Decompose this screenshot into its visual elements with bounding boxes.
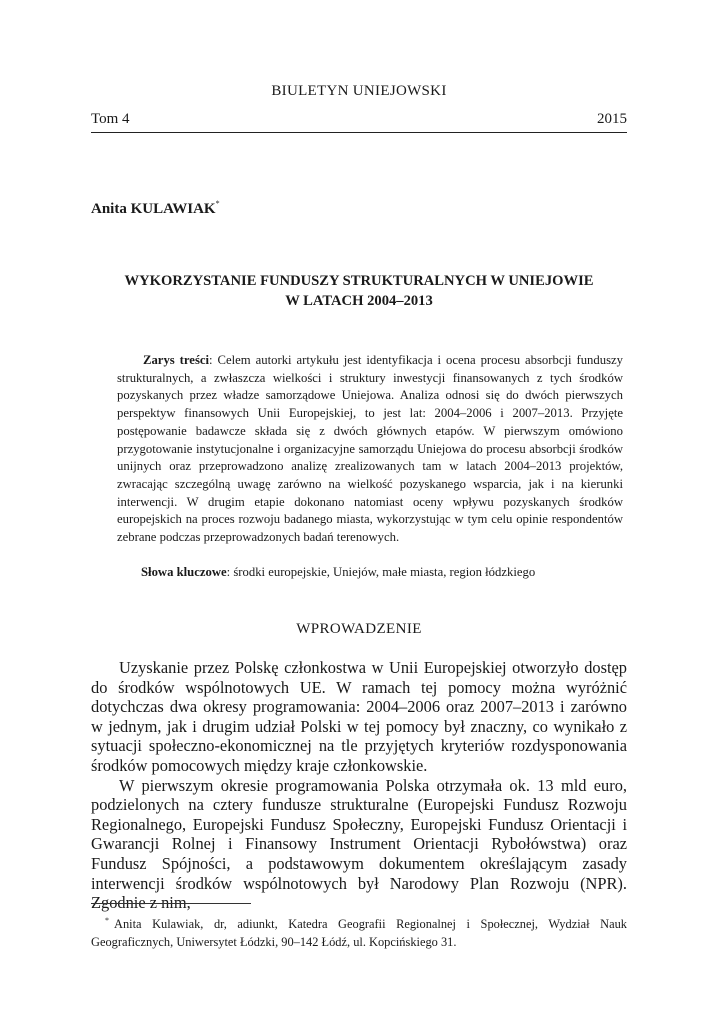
article-title [91, 271, 627, 311]
year-label: 2015 [597, 111, 627, 127]
author-name-block [91, 199, 220, 218]
keywords-label: Słowa kluczowe [141, 565, 227, 579]
author-footnote-mark: * [215, 199, 220, 208]
footnote-divider [91, 903, 251, 904]
footnote [91, 912, 627, 951]
abstract-paragraph [117, 352, 623, 547]
volume-row [91, 111, 627, 133]
section-heading: WPROWADZENIE [296, 621, 422, 637]
body-text [91, 658, 627, 913]
keywords-text: : środki europejskie, Uniejów, małe miasta, region łódzkiego [226, 565, 536, 579]
abstract-label: Zarys treści [143, 353, 210, 367]
footnote-text: Anita Kulawiak, dr, adiunkt, Katedra Geografii Regionalnej i Społecznej, Wydział Nauk Geograficznych, Uniwersytet Łódzki, 90–142 Łódź, ul. Kopcińskiego 31. [91, 917, 627, 949]
volume-label: Tom 4 [91, 111, 130, 127]
abstract-text: : Celem autorki artykułu jest identyfikacja i ocena procesu absorbcji funduszy strukturalnych, a zwłaszcza wielkości i struktury inwestycji finansowanych z tych środków pozyskanych przez władze samorządowe Uniejowa. Analiza odnosi się do dwóch pierwszych perspektyw finansowych Unii Europejskiej, to jest lat: 2004–2006 i 2007–2013. Przyjęte postępowanie badawcze składa się z dwóch głównych etapów. W pierwszym omówiono przygotowanie instytucjonalne i organizacyjne samorządu Uniejowa do procesu absorbcji środków unijnych oraz przeprowadzono analizę zrealizowanych tam w latach 2004–2013 projektów, zwracając szczególną uwagę zarówno na wielkość pozyskanego wsparcia, jak i na kierunki interwencji. W drugim etapie dokonano natomiast oceny wpływu pozyskanych środków europejskich na proces rozwoju badanego miasta, wykorzystując w tym celu opinie respondentów zebrane podczas przeprowadzonych badań terenowych. [117, 353, 623, 545]
article-title-line-1: WYKORZYSTANIE FUNDUSZY STRUKTURALNYCH W UNIEJOWIE [124, 273, 594, 289]
abstract [117, 352, 623, 547]
author-name: Anita KULAWIAK [91, 201, 216, 217]
body-paragraph-2: W pierwszym okresie programowania Polska otrzymała ok. 13 mld euro, podzielonych na cztery fundusze strukturalne (Europejski Fundusz Rozwoju Regionalnego, Europejski Fundusz Społeczny, Europejski Fundusz Orientacji i Gwarancji Rolnej i Finansowy Instrument Orientacji Rybołówstwa) oraz Fundusz Spójności, a podstawowym dokumentem określającym zasady interwencji środków wspólnotowych był Narodowy Plan Rozwoju (NPR). Zgodnie z nim, [91, 775, 627, 913]
article-title-line-2: W LATACH 2004–2013 [285, 293, 433, 309]
body-paragraph-1: Uzyskanie przez Polskę członkostwa w Unii Europejskiej otworzyło dostęp do środków wspólnotowych UE. W ramach tej pomocy można wyróżnić dotychczas dwa okresy programowania: 2004–2006 oraz 2007–2013 i zarówno w jednym, jak i drugim udział Polski w tej pomocy był znaczny, co wynikało z sytuacji społeczno-ekonomicznej na tle przyjętych kryteriów rozdysponowania środków pomocowych między kraje członkowskie. [91, 658, 627, 775]
journal-title: BIULETYN UNIEJOWSKI [271, 83, 447, 99]
footnote-mark: * [105, 916, 109, 925]
keywords [141, 565, 621, 580]
